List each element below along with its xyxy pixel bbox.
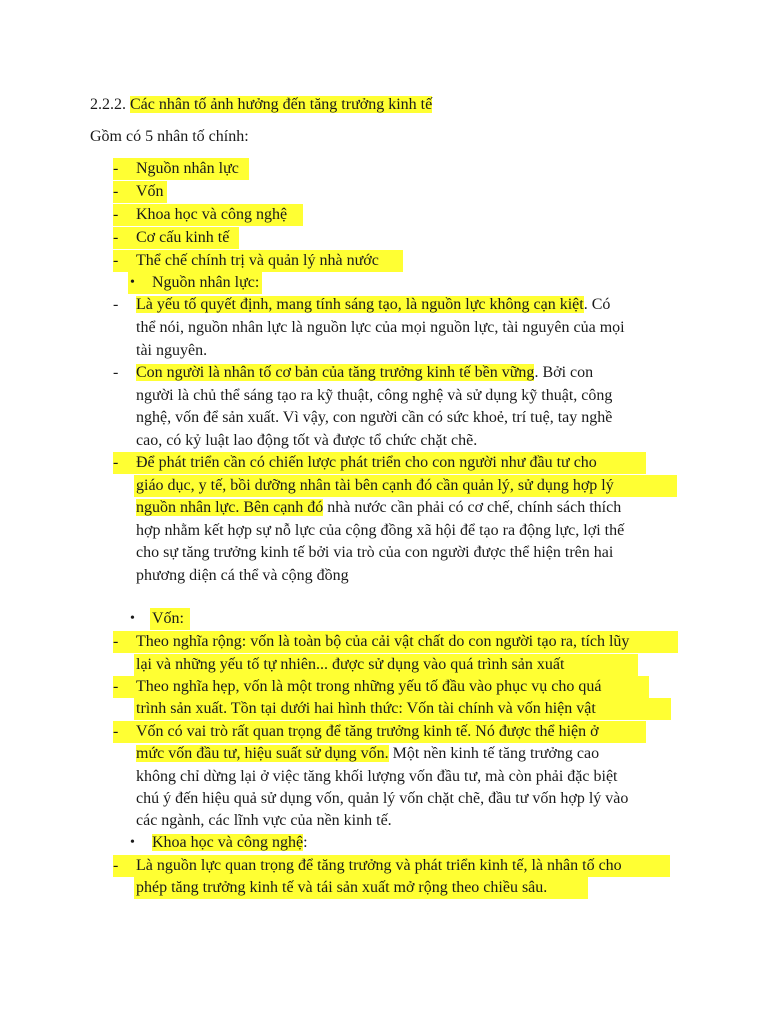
dash-marker: - (113, 723, 119, 740)
bullet-marker: • (130, 835, 135, 850)
text-span: nghệ, vốn để sản xuất. Vì vậy, con người cần có sức khoẻ, trí tuệ, tay nghề (136, 409, 613, 426)
text-span: nhà nước cần phải có cơ chế, chính sách thích (323, 499, 622, 516)
highlighted-text: lại và những yếu tố tự nhiên... được sử dụng vào quá trình sản xuất (136, 656, 565, 673)
text-span: hợp nhằm kết hợp sự nỗ lực của cộng đồng xã hội để tạo ra động lực, lợi thế (136, 522, 625, 539)
dash-marker: - (113, 296, 119, 313)
heading-number: 2.2.2. (90, 96, 130, 113)
dash-marker: - (113, 857, 119, 874)
dash-marker: - (113, 252, 119, 269)
highlighted-text: Theo nghĩa rộng: vốn là toàn bộ của cải vật chất do con người tạo ra, tích lũy (136, 633, 630, 650)
text-span: người là chủ thể sáng tạo ra kỹ thuật, công nghệ và sử dụng kỹ thuật, công (136, 387, 613, 404)
highlighted-text: phép tăng trưởng kinh tế và tái sản xuất mở rộng theo chiều sâu. (136, 879, 548, 896)
factor-label: Khoa học và công nghệ (136, 206, 288, 223)
dash-marker: - (113, 454, 119, 471)
highlighted-text: Là yếu tố quyết định, mang tính sáng tạo, là nguồn lực không cạn kiệt (136, 296, 584, 313)
text-span: . Có (583, 296, 611, 313)
text-span: cao, có kỷ luật lao động tốt và được tổ chức chặt chẽ. (136, 432, 478, 449)
dash-marker: - (113, 206, 119, 223)
highlighted-text: giáo dục, y tế, bồi dưỡng nhân tài bên cạnh đó cần quản lý, sử dụng hợp lý (136, 477, 614, 494)
highlighted-text: trình sản xuất. Tồn tại dưới hai hình thức: Vốn tài chính và vốn hiện vật (136, 700, 596, 717)
dash-marker: - (113, 364, 119, 381)
bullet-title: Khoa học và công nghệ (152, 834, 304, 851)
bullet-marker: • (130, 275, 135, 290)
highlighted-text: Vốn có vai trò rất quan trọng để tăng trưởng kinh tế. Nó được thể hiện ở (136, 723, 599, 740)
bullet-title: Vốn: (152, 610, 184, 627)
section-heading (90, 94, 432, 116)
highlighted-text: nguồn nhân lực. Bên cạnh đó (136, 499, 324, 516)
text-span: : (303, 834, 308, 851)
factor-label: Nguồn nhân lực (136, 160, 239, 177)
text-span: Một nền kinh tế tăng trưởng cao (388, 745, 600, 762)
dash-marker: - (113, 160, 119, 177)
factor-label: Vốn (136, 183, 164, 200)
factor-label: Thể chế chính trị và quản lý nhà nước (136, 252, 379, 269)
text-span: tài nguyên. (136, 342, 208, 359)
text-span: cho sự tăng trưởng kinh tế bởi via trò của con người được thể hiện trên hai (136, 544, 614, 561)
highlighted-text: mức vốn đầu tư, hiệu suất sử dụng vốn. (136, 745, 389, 762)
text-span: phương diện cá thể và cộng đồng (136, 567, 349, 584)
highlighted-text: Theo nghĩa hẹp, vốn là một trong những yếu tố đầu vào phục vụ cho quá (136, 678, 602, 695)
text-span: các ngành, các lĩnh vực của nền kinh tế. (136, 812, 392, 829)
dash-marker: - (113, 183, 119, 200)
highlighted-text: Để phát triển cần có chiến lược phát triển cho con người như đầu tư cho (136, 454, 597, 471)
dash-marker: - (113, 633, 119, 650)
text-span: chú ý đến hiệu quả sử dụng vốn, quản lý vốn chặt chẽ, đầu tư vốn hợp lý vào (136, 790, 629, 807)
factor-label: Cơ cấu kinh tế (136, 229, 230, 246)
intro-text (90, 126, 249, 148)
highlighted-text: Là nguồn lực quan trọng để tăng trưởng và phát triển kinh tế, là nhân tố cho (136, 857, 622, 874)
text-span: thể nói, nguồn nhân lực là nguồn lực của mọi nguồn lực, tài nguyên của mọi (136, 319, 625, 336)
heading-title: Các nhân tố ảnh hưởng đến tăng trưởng kinh tế (130, 96, 433, 113)
text-span: không chỉ dừng lại ở việc tăng khối lượng vốn đầu tư, mà còn phải đặc biệt (136, 768, 618, 785)
dash-marker: - (113, 229, 119, 246)
text-span: . Bởi con (534, 364, 594, 381)
highlighted-text: Con người là nhân tố cơ bản của tăng trưởng kinh tế bền vững (136, 364, 535, 381)
bullet-title: Nguồn nhân lực: (152, 274, 260, 291)
bullet-marker: • (130, 611, 135, 626)
intro-label: Gồm có 5 nhân tố chính: (90, 128, 249, 145)
dash-marker: - (113, 678, 119, 695)
